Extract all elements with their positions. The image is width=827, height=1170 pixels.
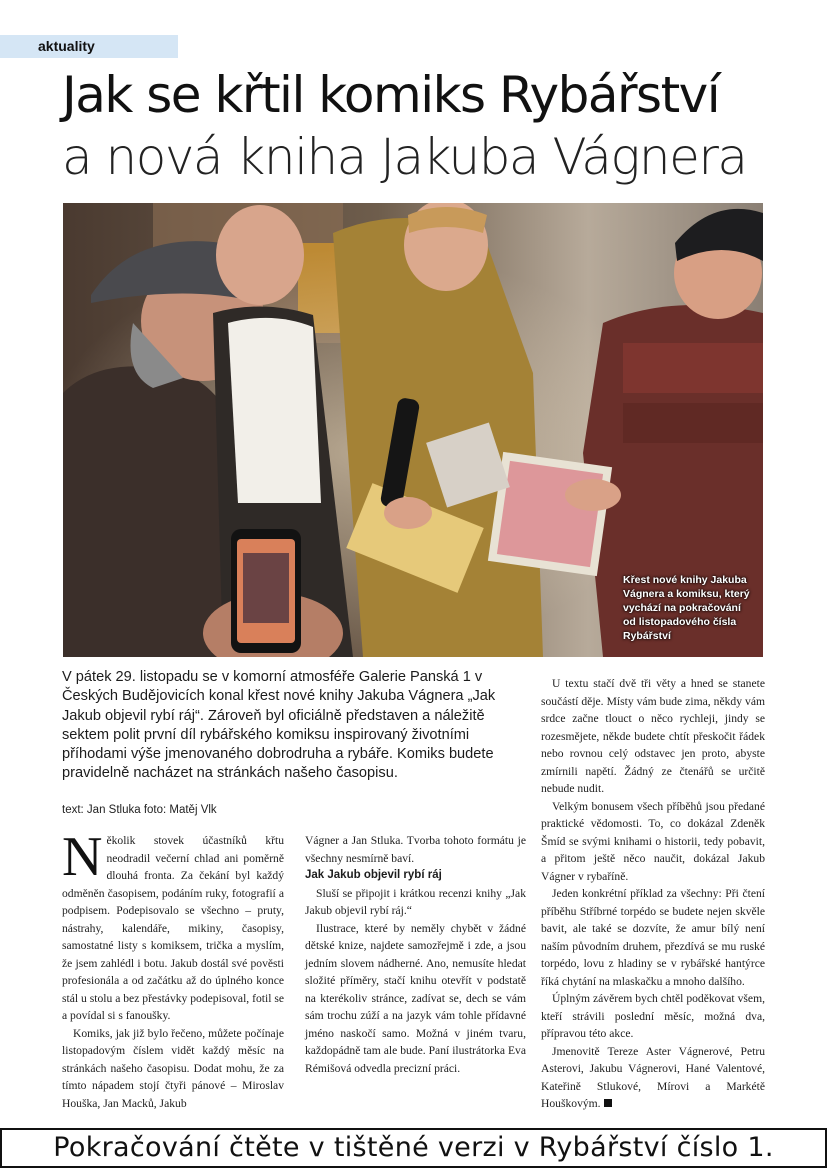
photo-caption: Křest nové knihy Jakuba Vágnera a komiksu, který vychází na pokračování od listopadového čísla Rybářství	[623, 574, 750, 642]
headline-line-2: a nová kniha Jakuba Vágnera	[62, 128, 747, 186]
article-paragraph: U textu stačí dvě tři věty a hned se stanete součástí děje. Místy vám bude zima, někdy vám srdce začne tlouct o něco rychleji, jindy se rozesmějete, někde budete chtít přeskočit řádek nebo rovnou celý odstavec jen proto, abyste zmírnili napětí. Žádný ze čtenářů se určitě nebude nudit.	[541, 677, 765, 795]
headline	[62, 64, 802, 188]
article-paragraph: Jmenovitě Tereze Aster Vágnerové, Petru Asterovi, Jakubu Vágnerovi, Hané Valentové, Kateřině Stlukové, Mírovi a Markétě Houškovým.	[541, 1044, 765, 1110]
continuation-banner: Pokračování čtěte v tištěné verzi v Rybářství číslo 1.	[0, 1128, 827, 1168]
article-column-1	[62, 826, 284, 1112]
article-photo	[63, 203, 763, 657]
section-tag: aktuality	[0, 35, 178, 58]
article-paragraph: Několik stovek účastníků křtu neodradil večerní chlad ani poměrně dlouhá fronta. Za čekání byl každý odměněn časopisem, podáním ruky, fotografií a podpisem. Podepisovalo se všechno – pruty, nástrahy, kalendáře, mikiny, časopisy, samostatné listy s komiksem, trička a myslím, že jsem zahlédl i botu. Jakub dostál své pověsti profesionála a od začátku až do úplného konce stál u stolu a bez přestávky podepisoval, fotil se a povídal si s fanoušky.	[62, 826, 284, 1022]
article-paragraph: Úplným závěrem bych chtěl poděkovat všem, kteří strávili poslední měsíc, možná dva, přípravou této akce.	[541, 992, 765, 1040]
article-paragraph: Ilustrace, které by neměly chybět v žádné dětské knize, najdete samozřejmě i zde, a jsou jedním slovem nádherné. Ano, nemusíte hledat složité příměry, stačí knihu otevřít v podstatě na kterékoliv stránce, zadívat se, dech se vám sám trochu zúží a na jazyk vám tohle přídavné jméno naskočí samo. Možná v jiném tvaru, každopádně tam ale bude. Paní ilustrátorka Eva Rémišová odvedla precizní práci.	[305, 921, 526, 1075]
article-paragraph: Sluší se připojit i krátkou recenzi knihy „Jak Jakub objevil rybí ráj.“	[305, 886, 526, 917]
end-mark	[604, 1099, 612, 1107]
article-lead: V pátek 29. listopadu se v komorní atmosféře Galerie Panská 1 v Českých Budějovicích konal křest nové knihy Jakuba Vágnera „Jak Jakub objevil rybí ráj“. Zároveň byl oficiálně představen a náležitě sektem polit první díl rybářského komiksu inspirovaný životními příhodami výše jmenovaného dobrodruha a rybáře. Komiks budete pravidelně nacházet na stránkách našeho časopisu.	[62, 669, 496, 782]
article-paragraph: Velkým bonusem všech příběhů jsou předané praktické vědomosti. To, co dokázal Zdeněk Šmíd se svými knihami o historii, tedy pobavit, a přitom ještě něco naučit, dokázal Jakub Vágner v rybaříně.	[541, 799, 765, 883]
article-subhead: Jak Jakub objevil rybí ráj	[305, 869, 442, 881]
article-column-2	[305, 832, 526, 1077]
dropcap: N	[62, 826, 103, 888]
article-paragraph: Vágner a Jan Stluka. Tvorba tohoto formátu je všechny nesmírně baví.	[305, 834, 526, 865]
article-paragraph: Komiks, jak již bylo řečeno, můžete počínaje listopadovým číslem vidět každý měsíc na stránkách našeho časopisu. Dodat mohu, že za tímto nápadem stojí čtyři pánové – Miroslav Houška, Jan Macků, Jakub	[62, 1026, 284, 1110]
article-column-3	[541, 675, 765, 1113]
article-paragraph: Jeden konkrétní příklad za všechny: Při čtení příběhu Stříbrné torpédo se budete nejen skvěle bavit, ale také se dozvíte, že amur bílý není naším původním druhem, přezdívá se mu ruské torpédo, lovu z hladiny se v rybářské hantýrce říká chytání na mlaskačku a mnoho dalšího.	[541, 887, 765, 988]
article-credits: text: Jan Stluka foto: Matěj Vlk	[62, 804, 217, 816]
headline-line-1: Jak se křtil komiks Rybářství	[62, 66, 720, 124]
